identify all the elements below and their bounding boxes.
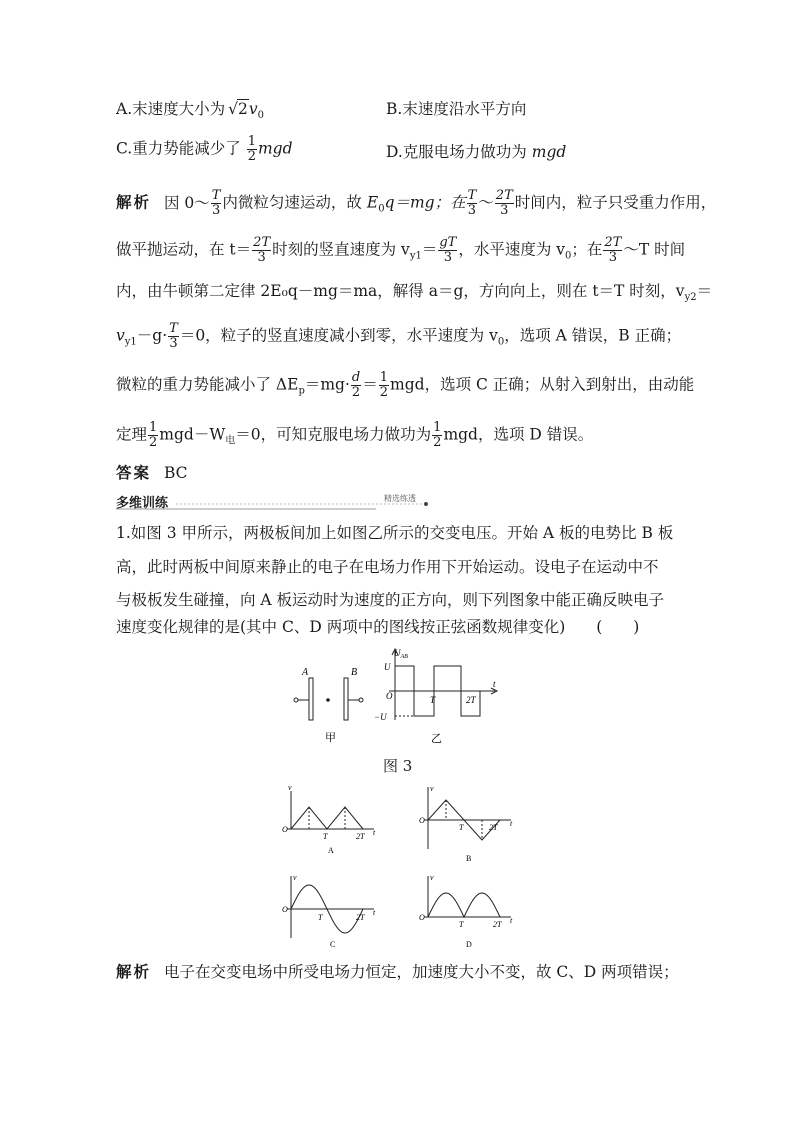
question-line-2: 高，此时两板中间原来静止的电子在电场力作用下开始运动。设电子在运动中不 xyxy=(116,558,659,576)
banner-title: 多维训练 xyxy=(116,496,169,511)
answer-value: BC xyxy=(163,464,188,482)
frac-T-3 xyxy=(211,189,222,218)
graph-a-o: O xyxy=(282,825,288,834)
t1: 内，由牛顿第二定律 2E₀q－mg＝ma，解得 a＝g，方向向上，则在 t＝T 时刻，v xyxy=(116,282,685,300)
graph-a-T: T xyxy=(323,832,328,841)
sqrt-symbol: √ xyxy=(228,100,239,118)
t-2period-label: 2T xyxy=(466,695,476,705)
t2: y1 xyxy=(124,336,137,348)
question-line-1: 1.如图 3 甲所示，两极板间加上如图乙所示的交变电压。开始 A 板的电势比 B 板 xyxy=(116,524,674,542)
num: 2T xyxy=(253,235,271,250)
den: 2 xyxy=(247,149,256,164)
den: 3 xyxy=(467,203,477,218)
option-a-text: A.末速度大小为 xyxy=(116,100,226,118)
graph-a-curve xyxy=(291,807,363,829)
t2: p xyxy=(298,385,305,397)
t3: E xyxy=(366,193,379,212)
banner-tag: 精选练透 xyxy=(384,494,416,503)
den: 3 xyxy=(443,250,452,265)
option-d-text: D.克服电场力做功为 xyxy=(386,143,527,161)
graph-d xyxy=(419,873,513,949)
graph-b-T: T xyxy=(459,823,464,832)
num: 2T xyxy=(604,235,622,250)
den: 3 xyxy=(257,250,266,265)
option-d xyxy=(386,140,566,162)
neg-u-value-label: −U xyxy=(374,712,387,722)
graph-c-v: v xyxy=(293,873,297,882)
fraction-half xyxy=(247,135,257,164)
t3: ＝mg· xyxy=(304,375,350,394)
banner-dot xyxy=(424,502,428,506)
t4: ＝ xyxy=(421,240,438,259)
analysis-line-6 xyxy=(116,421,593,452)
option-a xyxy=(116,97,264,121)
t5: mgd，选项 C 正确；从射入到射出，由动能 xyxy=(390,375,695,394)
den: 3 xyxy=(169,336,178,351)
graph-c-label: C xyxy=(330,940,336,949)
label-a: A xyxy=(302,667,309,678)
graph-a-t: t xyxy=(373,828,376,837)
num: 1 xyxy=(247,134,256,149)
option-c-mgd: mgd xyxy=(257,139,293,158)
t4: ＝0，粒子的竖直速度减小到零，水平速度为 v xyxy=(179,326,498,345)
t4: 0 xyxy=(378,203,385,215)
num: gT xyxy=(439,235,457,250)
t6: 0 xyxy=(565,250,572,262)
option-graphs xyxy=(278,785,528,955)
graph-c-2T: 2T xyxy=(356,913,365,922)
option-d-mgd: mgd xyxy=(531,143,567,161)
den: 3 xyxy=(608,250,618,265)
t-period-label: T xyxy=(430,695,436,705)
graph-c xyxy=(282,873,376,949)
t3: －g· xyxy=(136,326,168,345)
t1: 做平抛运动，在 t＝ xyxy=(116,240,252,259)
den: 2 xyxy=(351,385,361,400)
terminal-left xyxy=(294,698,298,702)
graph-d-o: O xyxy=(419,913,425,922)
analysis-line-1 xyxy=(116,189,716,220)
graph-d-2T: 2T xyxy=(493,920,502,929)
graph-a-2T: 2T xyxy=(356,832,365,841)
num: T xyxy=(467,188,477,203)
t2: mgd－W xyxy=(159,425,226,444)
graph-c-t: t xyxy=(373,908,376,917)
sqrt-radicand: 2 xyxy=(238,100,248,118)
num: d xyxy=(351,370,361,385)
num: T xyxy=(169,321,178,336)
graph-b-2T: 2T xyxy=(489,823,498,832)
graph-d-t: t xyxy=(510,916,513,925)
t7: ；在 xyxy=(571,240,603,259)
frac-2T-3 xyxy=(495,189,514,218)
den: 2 xyxy=(149,435,158,450)
origin-label: O xyxy=(386,691,393,701)
t2: y2 xyxy=(684,292,697,304)
frac-1-2 xyxy=(379,371,389,400)
t5: q＝mg；在 xyxy=(384,193,466,212)
den: 2 xyxy=(433,435,442,450)
frac-1-2c xyxy=(432,421,442,450)
graph-d-T: T xyxy=(459,920,464,929)
t5: 0 xyxy=(497,336,505,348)
t1: 定理 xyxy=(116,425,148,444)
electron-dot xyxy=(326,698,330,702)
label-b: B xyxy=(351,667,358,678)
answer-label: 答案 xyxy=(116,464,152,482)
t1: 微粒的重力势能减小了 ΔE xyxy=(116,375,299,394)
voltage-graph xyxy=(374,648,497,745)
t3: 电 xyxy=(225,435,236,447)
num: 1 xyxy=(379,370,389,385)
graph-c-o: O xyxy=(282,905,288,914)
terminal-right xyxy=(359,698,363,702)
t3: y1 xyxy=(409,250,422,262)
t3: ＝ xyxy=(696,282,713,300)
label-yi: 乙 xyxy=(431,733,442,745)
graph-b-t: t xyxy=(510,819,513,828)
graph-b-label: B xyxy=(466,854,472,863)
answer-paren: ( ) xyxy=(596,618,640,636)
t5: ，水平速度为 v xyxy=(458,240,566,259)
frac-gT-3 xyxy=(438,236,457,265)
graph-d-curve xyxy=(428,893,500,917)
frac-T-3e xyxy=(168,322,179,351)
plates-diagram xyxy=(294,667,363,744)
analysis-line-4 xyxy=(116,322,681,353)
analysis2-line xyxy=(116,962,679,982)
sub-0: 0 xyxy=(257,110,265,122)
t5: mgd，选项 D 错误。 xyxy=(443,425,594,444)
t4: ＝0，可知克服电场力做功为 xyxy=(235,425,432,444)
num: T xyxy=(211,188,221,203)
den: 3 xyxy=(211,203,221,218)
graph-d-v: v xyxy=(430,873,434,882)
t4: ＝ xyxy=(362,375,378,394)
t7: 时间内，粒子只受重力作用， xyxy=(514,193,717,212)
analysis2-label: 解析 xyxy=(116,963,152,981)
t1: 速度变化规律的是(其中 C、D 两项中的图线按正弦函数规律变化) xyxy=(116,618,566,636)
t2: 内微粒匀速运动，故 xyxy=(222,193,367,212)
t6: ～ xyxy=(478,193,494,212)
question-line-3: 与极板发生碰撞，向 A 板运动时为速度的正方向，则下列图象中能正确反映电子 xyxy=(116,591,665,609)
label-jia: 甲 xyxy=(325,732,336,744)
analysis-line-2 xyxy=(116,236,685,267)
graph-a xyxy=(282,785,376,855)
analysis-label: 解析 xyxy=(116,193,152,212)
t-axis-label: t xyxy=(493,679,496,689)
den: 2 xyxy=(379,385,389,400)
num: 1 xyxy=(433,420,442,435)
option-b: B.末速度沿水平方向 xyxy=(386,100,527,118)
graph-d-label: D xyxy=(466,940,472,949)
answer-line xyxy=(116,463,188,483)
num: 1 xyxy=(149,420,158,435)
section-banner xyxy=(116,492,436,512)
analysis-line-3 xyxy=(116,281,712,308)
t1: v xyxy=(116,326,125,345)
graph-b-v: v xyxy=(430,785,434,793)
var-v: v xyxy=(248,100,258,118)
frac-2T-3c xyxy=(252,236,271,265)
t6: ，选项 A 错误，B 正确； xyxy=(504,326,682,345)
graph-b-o: O xyxy=(419,816,425,825)
analysis2-text: 电子在交变电场中所受电场力恒定，加速度大小不变，故 C、D 两项错误； xyxy=(163,963,679,981)
frac-1-2b xyxy=(148,421,158,450)
t2: 时刻的竖直速度为 v xyxy=(272,240,410,259)
frac-T-3b xyxy=(467,189,478,218)
analysis-line-5 xyxy=(116,371,694,402)
graph-a-label: A xyxy=(328,846,334,855)
graph-a-v: v xyxy=(288,785,292,792)
u-sub: AB xyxy=(400,654,408,660)
graph-c-T: T xyxy=(318,913,323,922)
question-line-4 xyxy=(116,617,639,637)
figure-3-caption: 图 3 xyxy=(383,757,413,775)
den: 3 xyxy=(500,203,509,218)
u-main: U xyxy=(394,648,401,658)
t8: ～T 时间 xyxy=(623,240,686,259)
frac-d-2 xyxy=(351,371,361,400)
option-c xyxy=(116,135,293,164)
frac-2T-3d xyxy=(603,236,622,265)
graph-b xyxy=(419,785,513,863)
u-value-label: U xyxy=(384,662,391,672)
t1: 因 0～ xyxy=(163,193,210,212)
plate-b xyxy=(344,678,348,720)
option-c-text: C.重力势能减少了 xyxy=(116,139,241,158)
num: 2T xyxy=(495,188,513,203)
u-label xyxy=(394,648,408,660)
figure-3 xyxy=(285,645,515,745)
plate-a xyxy=(309,678,313,720)
